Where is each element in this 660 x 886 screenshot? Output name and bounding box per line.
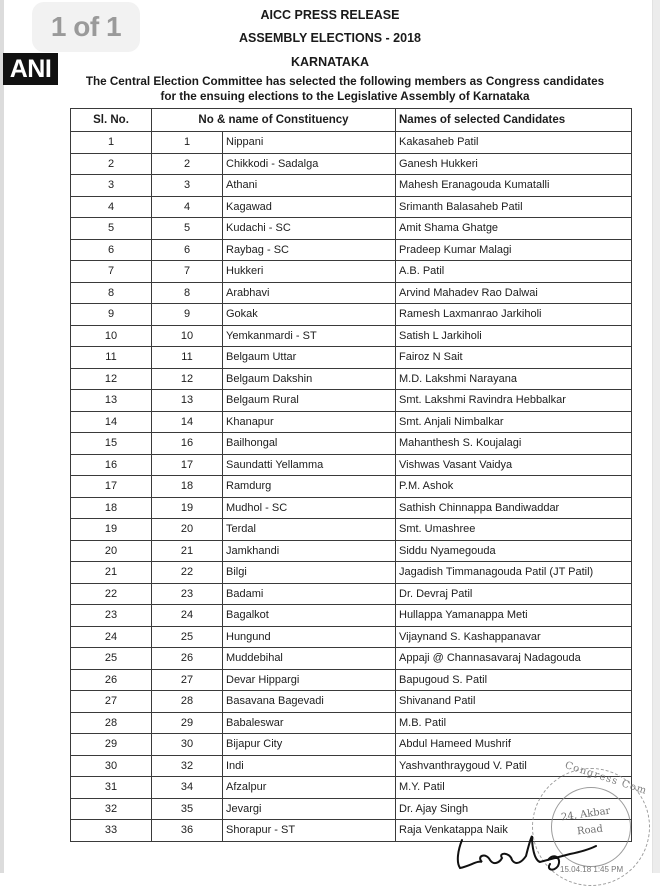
cell-sl-no: 22 [71,583,152,605]
cell-constituency-no: 19 [152,497,223,519]
cell-constituency-name: Badami [223,583,396,605]
cell-candidate-name: Dr. Ajay Singh [396,798,632,820]
cell-constituency-name: Belgaum Dakshin [223,368,396,390]
cell-candidate-name: Appaji @ Channasavaraj Nadagouda [396,648,632,670]
cell-constituency-name: Kudachi - SC [223,218,396,240]
table-row [71,196,632,218]
cell-constituency-name: Hungund [223,626,396,648]
cell-candidate-name: Abdul Hameed Mushrif [396,734,632,756]
viewer-scrollbar-track[interactable] [652,0,660,873]
table-header-row [71,109,632,132]
cell-candidate-name: Yashvanthraygoud V. Patil [396,755,632,777]
cell-sl-no: 24 [71,626,152,648]
table-row [71,239,632,261]
cell-sl-no: 28 [71,712,152,734]
table-row [71,562,632,584]
cell-constituency-name: Terdal [223,519,396,541]
cell-sl-no: 32 [71,798,152,820]
cell-candidate-name: Amit Shama Ghatge [396,218,632,240]
cell-constituency-no: 8 [152,282,223,304]
cell-constituency-no: 12 [152,368,223,390]
cell-constituency-name: Indi [223,755,396,777]
table-row [71,433,632,455]
cell-candidate-name: P.M. Ashok [396,476,632,498]
cell-constituency-no: 27 [152,669,223,691]
cell-constituency-name: Bijapur City [223,734,396,756]
table-row [71,476,632,498]
cell-candidate-name: M.D. Lakshmi Narayana [396,368,632,390]
cell-sl-no: 30 [71,755,152,777]
cell-sl-no: 15 [71,433,152,455]
cell-constituency-name: Mudhol - SC [223,497,396,519]
table-row [71,626,632,648]
table-row [71,605,632,627]
cell-constituency-no: 29 [152,712,223,734]
cell-constituency-name: Belgaum Rural [223,390,396,412]
cell-sl-no: 8 [71,282,152,304]
cell-candidate-name: Hullappa Yamanappa Meti [396,605,632,627]
cell-candidate-name: Dr. Devraj Patil [396,583,632,605]
stamp-timestamp: 15.04.18 1:45 PM [560,865,624,874]
cell-constituency-no: 28 [152,691,223,713]
table-row [71,669,632,691]
cell-constituency-name: Basavana Bagevadi [223,691,396,713]
cell-candidate-name: Arvind Mahadev Rao Dalwai [396,282,632,304]
cell-constituency-no: 10 [152,325,223,347]
cell-constituency-no: 9 [152,304,223,326]
viewer-left-edge [0,0,4,873]
cell-constituency-no: 36 [152,820,223,842]
cell-constituency-no: 18 [152,476,223,498]
table-row [71,497,632,519]
cell-sl-no: 3 [71,175,152,197]
table-row [71,454,632,476]
cell-candidate-name: A.B. Patil [396,261,632,283]
cell-constituency-name: Jamkhandi [223,540,396,562]
cell-candidate-name: Mahesh Eranagouda Kumatalli [396,175,632,197]
cell-constituency-name: Hukkeri [223,261,396,283]
cell-constituency-no: 20 [152,519,223,541]
cell-constituency-no: 30 [152,734,223,756]
cell-sl-no: 19 [71,519,152,541]
cell-constituency-name: Afzalpur [223,777,396,799]
cell-constituency-no: 22 [152,562,223,584]
cell-constituency-no: 23 [152,583,223,605]
cell-sl-no: 27 [71,691,152,713]
table-row [71,368,632,390]
ani-logo-text: ANI [9,54,52,83]
cell-constituency-name: Bagalkot [223,605,396,627]
cell-sl-no: 7 [71,261,152,283]
cell-constituency-no: 24 [152,605,223,627]
cell-constituency-name: Devar Hippargi [223,669,396,691]
cell-constituency-name: Raybag - SC [223,239,396,261]
table-row [71,132,632,154]
cell-constituency-name: Muddebihal [223,648,396,670]
cell-candidate-name: Shivanand Patil [396,691,632,713]
cell-candidate-name: Vijaynand S. Kashappanavar [396,626,632,648]
cell-sl-no: 31 [71,777,152,799]
cell-candidate-name: Jagadish Timmanagouda Patil (JT Patil) [396,562,632,584]
cell-constituency-no: 7 [152,261,223,283]
cell-sl-no: 1 [71,132,152,154]
cell-constituency-no: 17 [152,454,223,476]
table-row [71,734,632,756]
cell-sl-no: 17 [71,476,152,498]
cell-constituency-name: Gokak [223,304,396,326]
cell-constituency-no: 21 [152,540,223,562]
cell-candidate-name: Fairoz N Sait [396,347,632,369]
cell-constituency-no: 6 [152,239,223,261]
cell-sl-no: 21 [71,562,152,584]
cell-constituency-no: 26 [152,648,223,670]
cell-sl-no: 2 [71,153,152,175]
cell-candidate-name: M.B. Patil [396,712,632,734]
cell-sl-no: 5 [71,218,152,240]
cell-candidate-name: Ganesh Hukkeri [396,153,632,175]
table-row [71,519,632,541]
cell-constituency-no: 35 [152,798,223,820]
cell-sl-no: 33 [71,820,152,842]
cell-sl-no: 14 [71,411,152,433]
cell-constituency-name: Belgaum Uttar [223,347,396,369]
cell-constituency-no: 3 [152,175,223,197]
table-row [71,347,632,369]
table-row [71,755,632,777]
cell-constituency-no: 25 [152,626,223,648]
table-row [71,648,632,670]
candidates-table-body [71,132,632,842]
cell-sl-no: 10 [71,325,152,347]
cell-constituency-no: 2 [152,153,223,175]
table-row [71,282,632,304]
cell-candidate-name: Sathish Chinnappa Bandiwaddar [396,497,632,519]
stamp-ring-text: Congress Com [563,760,649,797]
cell-candidate-name: Vishwas Vasant Vaidya [396,454,632,476]
cell-candidate-name: Kakasaheb Patil [396,132,632,154]
cell-sl-no: 16 [71,454,152,476]
intro-line-1: The Central Election Committee has selected the following members as Congress candidates [85,75,605,88]
cell-sl-no: 26 [71,669,152,691]
cell-sl-no: 29 [71,734,152,756]
table-row [71,304,632,326]
cell-sl-no: 23 [71,605,152,627]
cell-candidate-name: Srimanth Balasaheb Patil [396,196,632,218]
intro-line-2: for the ensuing elections to the Legislative Assembly of Karnataka [160,90,530,103]
cell-constituency-no: 13 [152,390,223,412]
cell-sl-no: 13 [71,390,152,412]
cell-candidate-name: Smt. Lakshmi Ravindra Hebbalkar [396,390,632,412]
table-row [71,540,632,562]
document-state: KARNATAKA [291,55,369,69]
cell-constituency-no: 16 [152,433,223,455]
cell-constituency-no: 34 [152,777,223,799]
cell-constituency-name: Ramdurg [223,476,396,498]
cell-constituency-no: 5 [152,218,223,240]
cell-constituency-name: Chikkodi - Sadalga [223,153,396,175]
cell-constituency-name: Nippani [223,132,396,154]
cell-constituency-name: Bailhongal [223,433,396,455]
cell-constituency-name: Saundatti Yellamma [223,454,396,476]
cell-candidate-name: Satish L Jarkiholi [396,325,632,347]
document-subtitle: ASSEMBLY ELECTIONS - 2018 [238,31,421,45]
cell-constituency-name: Kagawad [223,196,396,218]
cell-candidate-name: Smt. Anjali Nimbalkar [396,411,632,433]
cell-candidate-name: M.Y. Patil [396,777,632,799]
header-candidate: Names of selected Candidates [396,109,632,132]
header-constituency: No & name of Constituency [152,109,396,132]
table-row [71,153,632,175]
stamp-address-line-1: 24, Akbar [560,805,612,824]
cell-sl-no: 12 [71,368,152,390]
cell-sl-no: 6 [71,239,152,261]
cell-constituency-name: Athani [223,175,396,197]
cell-candidate-name: Raja Venkatappa Naik [396,820,632,842]
cell-constituency-no: 1 [152,132,223,154]
cell-constituency-no: 11 [152,347,223,369]
cell-candidate-name: Bapugoud S. Patil [396,669,632,691]
cell-sl-no: 4 [71,196,152,218]
cell-sl-no: 18 [71,497,152,519]
table-row [71,261,632,283]
cell-constituency-name: Jevargi [223,798,396,820]
table-row [71,583,632,605]
cell-candidate-name: Ramesh Laxmanrao Jarkiholi [396,304,632,326]
table-row [71,411,632,433]
cell-constituency-name: Shorapur - ST [223,820,396,842]
table-row [71,175,632,197]
table-row [71,218,632,240]
cell-candidate-name: Smt. Umashree [396,519,632,541]
cell-constituency-name: Arabhavi [223,282,396,304]
cell-constituency-name: Babaleswar [223,712,396,734]
table-row [71,390,632,412]
candidates-table [70,108,632,842]
cell-sl-no: 20 [71,540,152,562]
document-title: AICC PRESS RELEASE [260,8,400,22]
table-row [71,325,632,347]
cell-candidate-name: Siddu Nyamegouda [396,540,632,562]
cell-constituency-no: 14 [152,411,223,433]
page-indicator-text: 1 of 1 [50,11,122,42]
table-row [71,691,632,713]
cell-constituency-name: Yemkanmardi - ST [223,325,396,347]
cell-constituency-no: 4 [152,196,223,218]
table-row [71,712,632,734]
cell-constituency-no: 32 [152,755,223,777]
cell-sl-no: 11 [71,347,152,369]
cell-candidate-name: Pradeep Kumar Malagi [396,239,632,261]
header-sl-no: Sl. No. [71,109,152,132]
cell-constituency-name: Khanapur [223,411,396,433]
cell-sl-no: 25 [71,648,152,670]
stamp-address-line-2: Road [576,823,604,838]
cell-sl-no: 9 [71,304,152,326]
cell-constituency-name: Bilgi [223,562,396,584]
cell-candidate-name: Mahanthesh S. Koujalagi [396,433,632,455]
